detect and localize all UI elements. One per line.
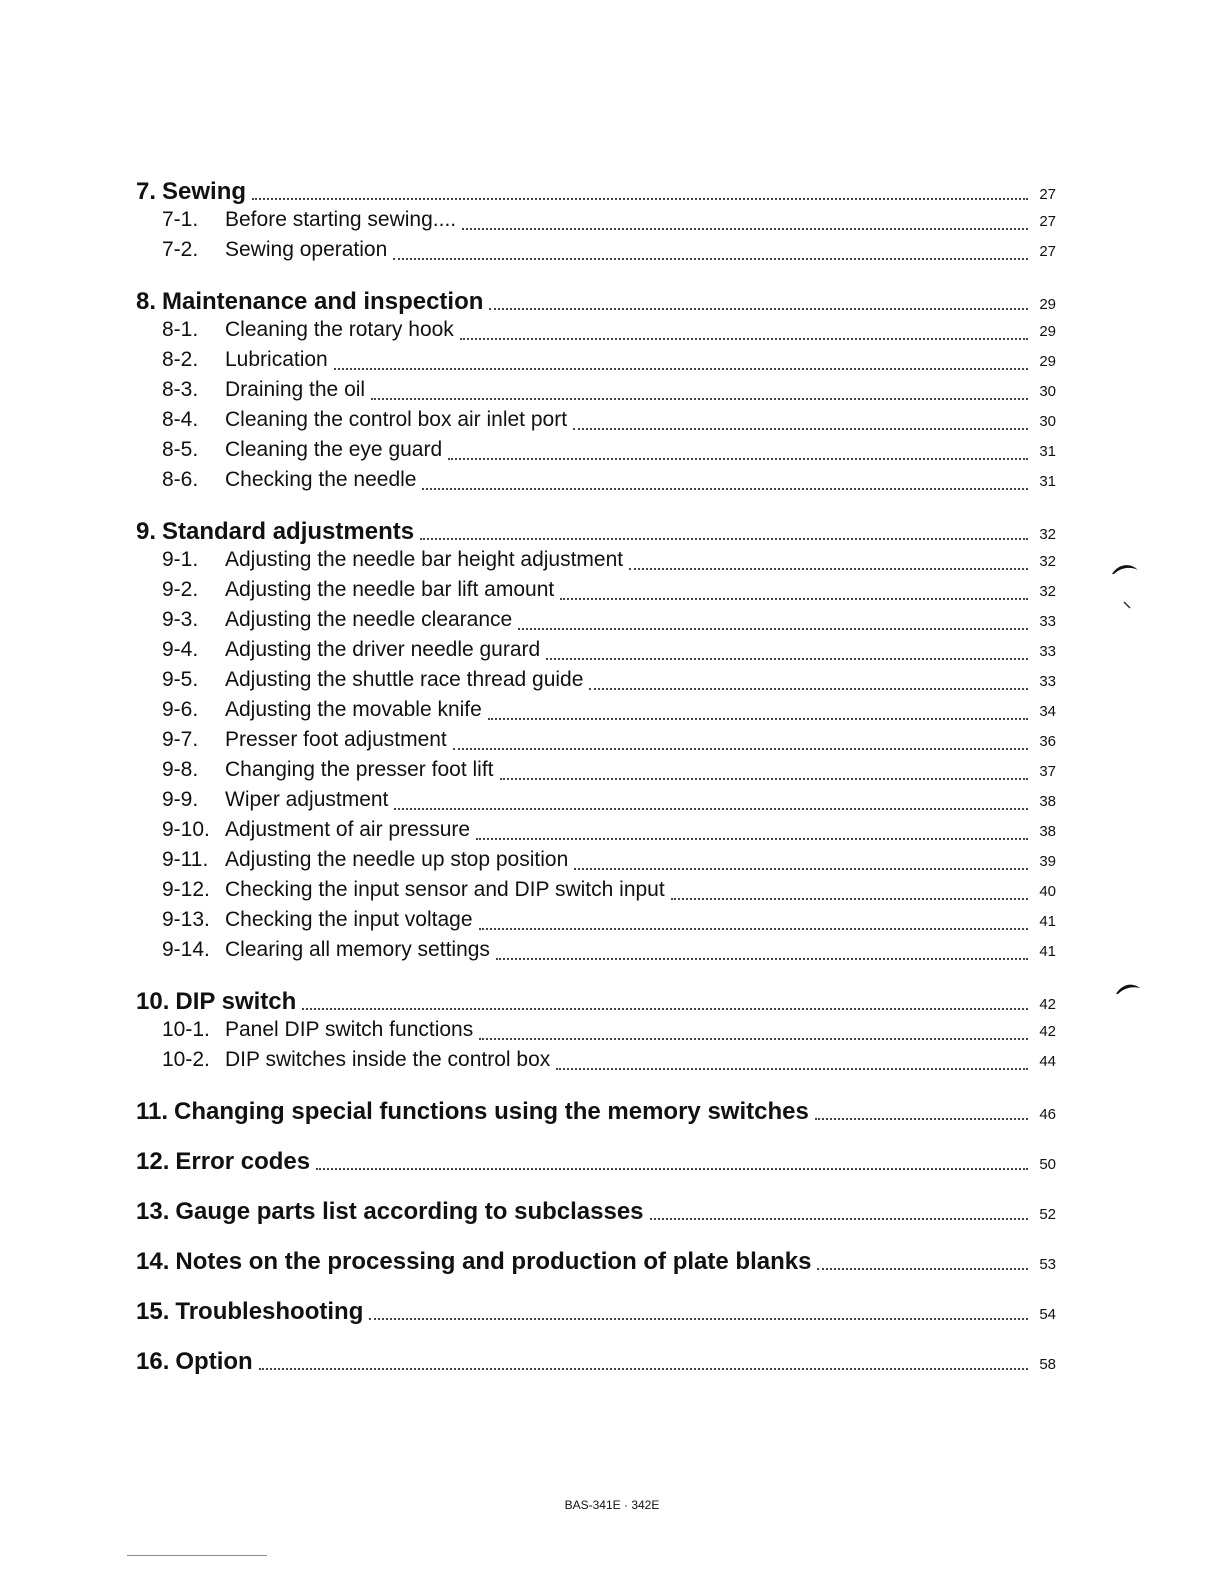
toc-section-entry[interactable] bbox=[136, 1198, 1056, 1228]
page-number: 42 bbox=[1039, 996, 1056, 1013]
section-number: 15. bbox=[136, 1298, 170, 1325]
dot-leader bbox=[589, 687, 1028, 690]
subsection-number: 7-1. bbox=[162, 208, 199, 231]
section-gap bbox=[136, 1328, 1056, 1348]
subsection-title: Adjusting the shuttle race thread guide bbox=[225, 668, 584, 691]
subsection-number: 8-6. bbox=[162, 468, 199, 491]
toc-section-entry[interactable] bbox=[136, 518, 1056, 548]
page-number: 41 bbox=[1039, 943, 1056, 960]
subsection-title: Adjustment of air pressure bbox=[225, 818, 471, 841]
dot-leader bbox=[369, 1317, 1028, 1320]
subsection-title: Presser foot adjustment bbox=[225, 728, 447, 751]
dot-leader bbox=[422, 487, 1028, 490]
page-number: 27 bbox=[1039, 213, 1056, 230]
dot-leader bbox=[259, 1367, 1028, 1370]
dot-leader bbox=[518, 627, 1028, 630]
page-number: 27 bbox=[1039, 243, 1056, 260]
subsection-title: Adjusting the needle up stop position bbox=[225, 848, 569, 871]
section-gap bbox=[136, 968, 1056, 988]
subsection-number: 9-3. bbox=[162, 608, 199, 631]
toc-section-entry[interactable] bbox=[136, 1248, 1056, 1278]
subsection-number: 9-2. bbox=[162, 578, 199, 601]
section-gap bbox=[136, 1228, 1056, 1248]
subsection-title: Adjusting the needle bar height adjustment bbox=[225, 548, 624, 571]
toc-subsection-entry[interactable] bbox=[136, 938, 1056, 968]
page-number: 31 bbox=[1039, 473, 1056, 490]
page-number: 44 bbox=[1039, 1053, 1056, 1070]
subsection-number: 8-3. bbox=[162, 378, 199, 401]
subsection-number: 9-12. bbox=[162, 878, 210, 901]
toc-subsection-entry[interactable] bbox=[136, 348, 1056, 378]
section-title: Gauge parts list according to subclasses bbox=[175, 1198, 644, 1225]
subsection-number: 10-2. bbox=[162, 1048, 210, 1071]
dot-leader bbox=[560, 597, 1028, 600]
subsection-title: Cleaning the eye guard bbox=[225, 438, 443, 461]
dot-leader bbox=[462, 227, 1028, 230]
page-number: 30 bbox=[1039, 383, 1056, 400]
section-number: 9. bbox=[136, 518, 157, 545]
section-title: Changing special functions using the memory switches bbox=[174, 1098, 809, 1125]
toc-subsection-entry[interactable] bbox=[136, 728, 1056, 758]
page-number: 33 bbox=[1039, 643, 1056, 660]
toc-section-entry[interactable] bbox=[136, 1098, 1056, 1128]
subsection-title: Adjusting the needle bar lift amount bbox=[225, 578, 555, 601]
section-gap bbox=[136, 1278, 1056, 1298]
subsection-number: 8-4. bbox=[162, 408, 199, 431]
subsection-title: Sewing operation bbox=[225, 238, 388, 261]
page-number: 36 bbox=[1039, 733, 1056, 750]
dot-leader bbox=[479, 1037, 1028, 1040]
toc-subsection-entry[interactable] bbox=[136, 1048, 1056, 1078]
dot-leader bbox=[671, 897, 1028, 900]
page-number: 27 bbox=[1039, 186, 1056, 203]
toc-subsection-entry[interactable] bbox=[136, 238, 1056, 268]
toc-subsection-entry[interactable] bbox=[136, 878, 1056, 908]
toc-subsection-entry[interactable] bbox=[136, 698, 1056, 728]
subsection-number: 9-14. bbox=[162, 938, 210, 961]
page-number: 32 bbox=[1039, 526, 1056, 543]
page-number: 38 bbox=[1039, 823, 1056, 840]
subsection-number: 7-2. bbox=[162, 238, 199, 261]
subsection-title: Cleaning the rotary hook bbox=[225, 318, 454, 341]
dot-leader bbox=[302, 1007, 1028, 1010]
page-number: 29 bbox=[1039, 296, 1056, 313]
toc-subsection-entry[interactable] bbox=[136, 638, 1056, 668]
subsection-title: Before starting sewing.... bbox=[225, 208, 457, 231]
toc-subsection-entry[interactable] bbox=[136, 318, 1056, 348]
toc-section-entry[interactable] bbox=[136, 988, 1056, 1018]
subsection-number: 9-6. bbox=[162, 698, 199, 721]
subsection-number: 9-13. bbox=[162, 908, 210, 931]
dot-leader bbox=[556, 1067, 1028, 1070]
page-number: 52 bbox=[1039, 1206, 1056, 1223]
toc-subsection-entry[interactable] bbox=[136, 468, 1056, 498]
dot-leader bbox=[489, 307, 1028, 310]
section-number: 13. bbox=[136, 1198, 170, 1225]
dot-leader bbox=[371, 397, 1028, 400]
section-gap bbox=[136, 1128, 1056, 1148]
subsection-number: 9-5. bbox=[162, 668, 199, 691]
dot-leader bbox=[394, 807, 1028, 810]
section-gap bbox=[136, 1178, 1056, 1198]
toc-subsection-entry[interactable] bbox=[136, 578, 1056, 608]
dot-leader bbox=[460, 337, 1028, 340]
page-number: 38 bbox=[1039, 793, 1056, 810]
page-number: 41 bbox=[1039, 913, 1056, 930]
section-title: Standard adjustments bbox=[162, 518, 415, 545]
table-of-contents bbox=[136, 178, 1056, 1378]
dot-leader bbox=[500, 777, 1029, 780]
page-number: 39 bbox=[1039, 853, 1056, 870]
section-gap bbox=[136, 268, 1056, 288]
dot-leader bbox=[629, 567, 1028, 570]
dot-leader bbox=[420, 537, 1028, 540]
subsection-title: Lubrication bbox=[225, 348, 328, 371]
subsection-title: Checking the input voltage bbox=[225, 908, 473, 931]
section-title: Error codes bbox=[175, 1148, 311, 1175]
dot-leader bbox=[479, 927, 1029, 930]
page-number: 31 bbox=[1039, 443, 1056, 460]
section-title: Troubleshooting bbox=[175, 1298, 364, 1325]
subsection-number: 9-10. bbox=[162, 818, 210, 841]
subsection-number: 8-5. bbox=[162, 438, 199, 461]
subsection-number: 10-1. bbox=[162, 1018, 210, 1041]
page-number: 29 bbox=[1039, 353, 1056, 370]
subsection-number: 9-1. bbox=[162, 548, 199, 571]
dot-leader bbox=[546, 657, 1028, 660]
toc-subsection-entry[interactable] bbox=[136, 1018, 1056, 1048]
section-number: 8. bbox=[136, 288, 157, 315]
toc-subsection-entry[interactable] bbox=[136, 668, 1056, 698]
section-title: Maintenance and inspection bbox=[162, 288, 484, 315]
toc-subsection-entry[interactable] bbox=[136, 818, 1056, 848]
dot-leader bbox=[448, 457, 1028, 460]
page-number: 32 bbox=[1039, 553, 1056, 570]
page-number: 58 bbox=[1039, 1356, 1056, 1373]
subsection-title: DIP switches inside the control box bbox=[225, 1048, 551, 1071]
subsection-number: 8-1. bbox=[162, 318, 199, 341]
section-title: DIP switch bbox=[175, 988, 297, 1015]
page-number: 32 bbox=[1039, 583, 1056, 600]
toc-subsection-entry[interactable] bbox=[136, 378, 1056, 408]
dot-leader bbox=[488, 717, 1028, 720]
subsection-title: Draining the oil bbox=[225, 378, 366, 401]
page-number: 29 bbox=[1039, 323, 1056, 340]
toc-section-entry[interactable] bbox=[136, 288, 1056, 318]
page-number: 40 bbox=[1039, 883, 1056, 900]
subsection-number: 9-11. bbox=[162, 848, 209, 871]
dot-leader bbox=[496, 957, 1028, 960]
toc-subsection-entry[interactable] bbox=[136, 548, 1056, 578]
toc-section-entry[interactable] bbox=[136, 1348, 1056, 1378]
section-number: 7. bbox=[136, 178, 157, 205]
section-number: 12. bbox=[136, 1148, 170, 1175]
section-number: 16. bbox=[136, 1348, 170, 1375]
toc-subsection-entry[interactable] bbox=[136, 208, 1056, 238]
page-number: 46 bbox=[1039, 1106, 1056, 1123]
section-title: Sewing bbox=[162, 178, 247, 205]
toc-section-entry[interactable] bbox=[136, 1298, 1056, 1328]
subsection-title: Wiper adjustment bbox=[225, 788, 389, 811]
section-title: Notes on the processing and production of plate blanks bbox=[175, 1248, 812, 1275]
section-gap bbox=[136, 1078, 1056, 1098]
subsection-title: Panel DIP switch functions bbox=[225, 1018, 474, 1041]
subsection-number: 9-4. bbox=[162, 638, 199, 661]
page-footer: BAS-341E · 342E bbox=[564, 1498, 660, 1512]
dot-leader bbox=[453, 747, 1028, 750]
dot-leader bbox=[393, 257, 1028, 260]
subsection-title: Clearing all memory settings bbox=[225, 938, 490, 961]
dot-leader bbox=[650, 1217, 1028, 1220]
page-number: 42 bbox=[1039, 1023, 1056, 1040]
page-number: 50 bbox=[1039, 1156, 1056, 1173]
dot-leader bbox=[574, 867, 1028, 870]
page-number: 33 bbox=[1039, 613, 1056, 630]
subsection-number: 9-7. bbox=[162, 728, 199, 751]
margin-mark-top bbox=[1110, 560, 1142, 616]
page-number: 54 bbox=[1039, 1306, 1056, 1323]
dot-leader bbox=[334, 367, 1028, 370]
dot-leader bbox=[573, 427, 1028, 430]
section-number: 14. bbox=[136, 1248, 170, 1275]
margin-mark-bottom bbox=[1114, 980, 1144, 1000]
toc-section-entry[interactable] bbox=[136, 178, 1056, 208]
section-number: 10. bbox=[136, 988, 170, 1015]
toc-subsection-entry[interactable] bbox=[136, 848, 1056, 878]
subsection-number: 8-2. bbox=[162, 348, 199, 371]
subsection-title: Changing the presser foot lift bbox=[225, 758, 494, 781]
page-number: 30 bbox=[1039, 413, 1056, 430]
subsection-number: 9-8. bbox=[162, 758, 199, 781]
dot-leader bbox=[817, 1267, 1028, 1270]
section-title: Option bbox=[175, 1348, 253, 1375]
page-number: 33 bbox=[1039, 673, 1056, 690]
toc-section-entry[interactable] bbox=[136, 1148, 1056, 1178]
page-number: 53 bbox=[1039, 1256, 1056, 1273]
toc-subsection-entry[interactable] bbox=[136, 608, 1056, 638]
toc-subsection-entry[interactable] bbox=[136, 408, 1056, 438]
page-number: 37 bbox=[1039, 763, 1056, 780]
subsection-title: Adjusting the driver needle gurard bbox=[225, 638, 541, 661]
dot-leader bbox=[316, 1167, 1028, 1170]
toc-subsection-entry[interactable] bbox=[136, 758, 1056, 788]
subsection-title: Adjusting the movable knife bbox=[225, 698, 482, 721]
section-number: 11. bbox=[136, 1098, 169, 1125]
dot-leader bbox=[815, 1117, 1028, 1120]
dot-leader bbox=[476, 837, 1028, 840]
subsection-title: Checking the needle bbox=[225, 468, 417, 491]
page-number: 34 bbox=[1039, 703, 1056, 720]
subsection-title: Checking the input sensor and DIP switch input bbox=[225, 878, 665, 901]
scan-artifact-line bbox=[127, 1555, 267, 1556]
subsection-title: Cleaning the control box air inlet port bbox=[225, 408, 568, 431]
section-gap bbox=[136, 498, 1056, 518]
subsection-title: Adjusting the needle clearance bbox=[225, 608, 513, 631]
subsection-number: 9-9. bbox=[162, 788, 199, 811]
toc-subsection-entry[interactable] bbox=[136, 438, 1056, 468]
toc-subsection-entry[interactable] bbox=[136, 788, 1056, 818]
toc-subsection-entry[interactable] bbox=[136, 908, 1056, 938]
dot-leader bbox=[252, 197, 1028, 200]
